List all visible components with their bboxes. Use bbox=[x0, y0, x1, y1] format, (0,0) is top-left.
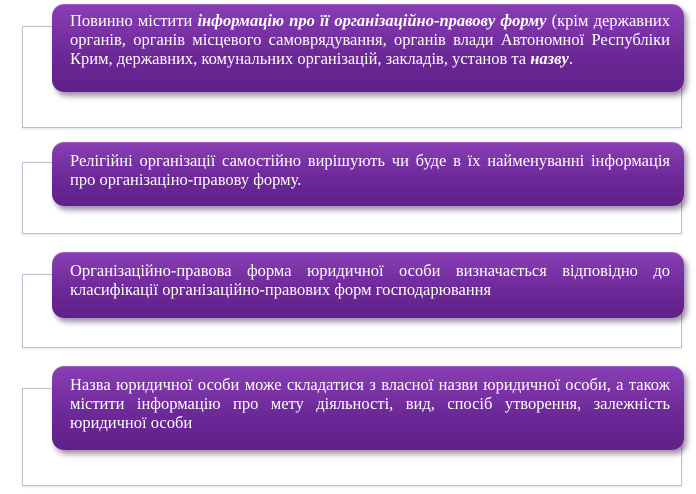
card-4-seg-0: Назва юридичної особи може складатися з власної назви юридичної особи, а також містити інформацію про мету діяльності, вид, спосіб утворення, залежність юридичної особи bbox=[70, 375, 670, 432]
card-3-box bbox=[52, 252, 684, 318]
card-2-box bbox=[52, 142, 684, 206]
card-2-seg-0: Релігійні організації самостійно вирішують чи буде в їх найменуванні інформація про організаціно-правову форму. bbox=[70, 151, 670, 189]
card-1-seg-4: . bbox=[568, 49, 573, 68]
card-3 bbox=[0, 252, 696, 348]
card-4 bbox=[0, 366, 696, 486]
card-1 bbox=[0, 4, 696, 128]
card-1-seg-0: Повинно містити bbox=[70, 11, 198, 30]
card-4-box bbox=[52, 366, 684, 450]
card-2 bbox=[0, 142, 696, 234]
card-1-seg-3: назву bbox=[530, 49, 569, 68]
card-1-box bbox=[52, 4, 684, 92]
card-1-seg-2: (крім державних органів, органів місцевого самоврядування, органів влади Автономної Республіки Крим, державних, комунальних організацій, закладів, установ та bbox=[70, 11, 670, 68]
card-3-seg-0: Організаційно-правова форма юридичної особи визначається відповідно до класифікації організаційно-правових форм господарювання bbox=[70, 261, 670, 299]
card-1-seg-1: інформацію про її організаційно-правову форму bbox=[197, 11, 547, 30]
